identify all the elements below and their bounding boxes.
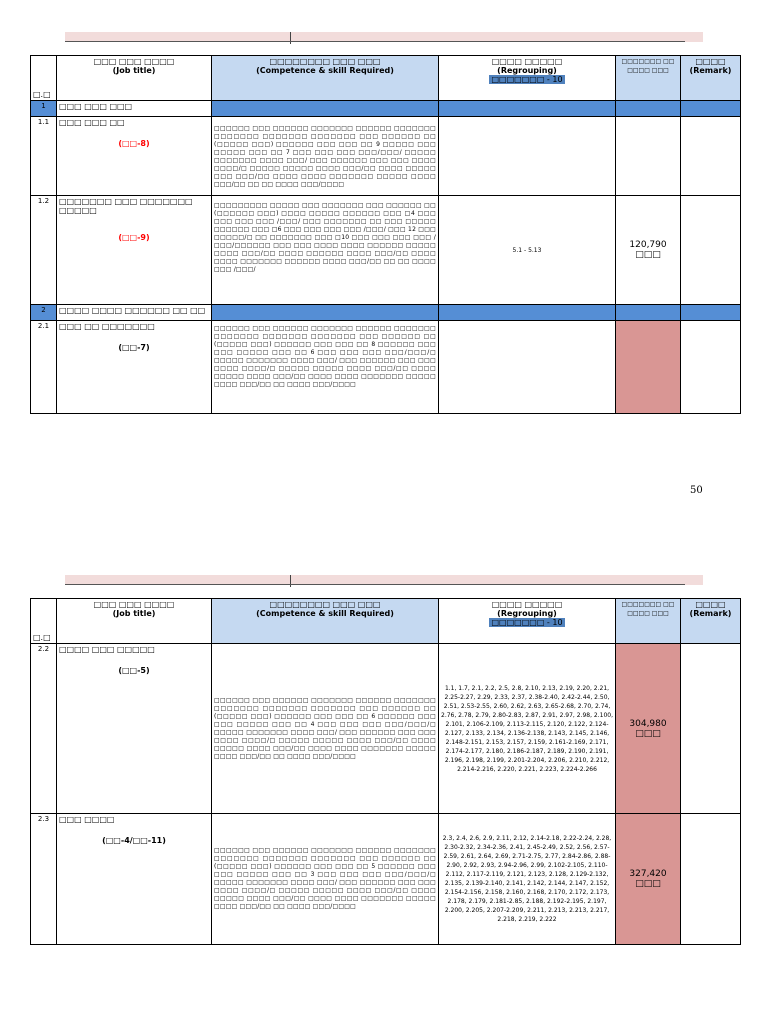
regrouping-cell: 1.1, 1.7, 2.1, 2.2, 2.5, 2.8, 2.10, 2.13, 2.19, 2.20, 2.21, 2.25-2.27, 2.29, 2.33, 2.37, 2.38-2.40, 2.42-2.44, 2.50, 2.51, 2.53-2.55, 2.60, 2.62, 2.63, 2.65-2.68, 2.70, 2.74, 2.76, 2.78, 2.79, 2.80-2.83, 2.87, 2.91, 2.97, 2.98, 2.100, 2.101, 2.106-2.109, 2.113-2.115, 2.120, 2.122, 2.124-2.127, 2.133, 2.134, 2.136-2.138, 2.143, 2.145, 2.146, 2.148-2.151, 2.153, 2.157, 2.159, 2.161-2.169, 2.171, 2.174-2.177, 2.180, 2.186-2.187, 2.189, 2.190, 2.191, 2.196, 2.198, 2.199, 2.201-2.204, 2.206, 2.210, 2.212, 2.214-2.216, 2.220, 2.221, 2.223, 2.224-2.266 bbox=[439, 644, 616, 814]
job-title-header: □□□ □□□ □□□□ (Job title) bbox=[57, 56, 212, 101]
regrouping-badge: □□□□□□□ - 10 bbox=[491, 75, 563, 84]
job-title-header: □□□ □□□ □□□□ (Job title) bbox=[57, 599, 212, 644]
row-number: 1.2 bbox=[31, 196, 57, 305]
regrouping-header: □□□□ □□□□□ (Regrouping) □□□□□□□ - 10 bbox=[439, 599, 616, 644]
section-title: □□□ □□□ □□□ bbox=[57, 101, 212, 117]
competence-table-page-2 bbox=[30, 598, 741, 945]
salary-cell: 120,790 □□□ bbox=[616, 196, 681, 305]
remark-header: □□□□ (Remark) bbox=[681, 56, 741, 101]
remark-header: □□□□ (Remark) bbox=[681, 599, 741, 644]
salary-header: □□□□□□□ □□ □□□□ □□□ bbox=[616, 56, 681, 101]
section-number: 1 bbox=[31, 101, 57, 117]
table-header-row bbox=[31, 56, 741, 101]
salary-header: □□□□□□□ □□ □□□□ □□□ bbox=[616, 599, 681, 644]
section-row bbox=[31, 101, 741, 117]
row-number: 1.1 bbox=[31, 117, 57, 196]
section-row bbox=[31, 305, 741, 321]
competence-cell: □□□□□□ □□□ □□□□□□ □□□□□□□ □□□□□□ □□□□□□□ □□□□□□□ □□□□□□□ □□□□□□□ □□□ □□□□□□ □□ (□□□□□ □□□) □□□□□□ □□□ □□□ □□ 9 □□□□□ □□□ □□□□□ □□□ □□ 7 □□□ □□□ □□□ □□□/□□□/ □□□□□ □□□□□□□ □□□□ □□□/ □□□ □□□□□□ □□□ □□□ □□□□ □□□□/□ □□□□□ □□□□□ □□□□ □□□/□□ □□□□ □□□□□ □□□ □□□/□□ □□□□ □□□□ □□□□□□□ □□□□□ □□□□ □□□/□□ □□ □□ □□□□ □□□/□□□□ bbox=[212, 117, 439, 196]
job-title-cell: □□□ □□ □□□□□□□ (□□-7) bbox=[57, 321, 212, 414]
job-title-cell: □□□□□□□ □□□ □□□□□□□ □□□□□ (□□-9) bbox=[57, 196, 212, 305]
regrouping-cell: 2.3, 2.4, 2.6, 2.9, 2.11, 2.12, 2.14-2.18, 2.22-2.24, 2.28, 2.30-2.32, 2.34-2.36, 2.41, 2.45-2.49, 2.52, 2.56, 2.57-2.59, 2.61, 2.64, 2.69, 2.71-2.75, 2.77, 2.84-2.86, 2.88-2.90, 2.92, 2.93, 2.94-2.96, 2.99, 2.102-2.105, 2.110-2.112, 2.117-2.119, 2.121, 2.123, 2.128, 2.129-2.132, 2.135, 2.139-2.140, 2.141, 2.142, 2.144, 2.147, 2.152, 2.154-2.156, 2.158, 2.160, 2.168, 2.170, 2.172, 2.173, 2.178, 2.179, 2.181-2.85, 2.188, 2.192-2.195, 2.197, 2.200, 2.205, 2.207-2.209, 2.211, 2.213, 2.213, 2.217, 2.218, 2.219, 2.222 bbox=[439, 814, 616, 945]
row-number: 2.1 bbox=[31, 321, 57, 414]
competence-cell: □□□□□□□□□ □□□□□ □□□ □□□□□□□ □□□ □□□□□□ □□ (□□□□□□ □□□) □□□□ □□□□□ □□□□□□ □□□ □4 □□□ □□□ □□□ □□□ /□□□/ □□□ □□□□□□□ □□ □□□ □□□□□ □□□□□□ □□□ □6 □□□ □□□ □□□ □□□ /□□□/ □□□ 12 □□□ □□□□□/□ □□ □□□□□□□ □□□ □10 □□□ □□□ □□□ □□□ /□□□/□□□□□□ □□□ □□□ □□□□ □□□□ □□□□□□ □□□□□ □□□□ □□□/□□ □□□□ □□□□□□ □□□□ □□□/□□ □□□□ □□□□ □□□□□□□ □□□□□□ □□□□ □□□/□□ □□ □□ □□□□ □□□ /□□□/ bbox=[212, 196, 439, 305]
serial-number-header: □.□ bbox=[31, 56, 57, 101]
grade-label: (□□-9) bbox=[118, 233, 150, 242]
row-number: 2.3 bbox=[31, 814, 57, 945]
table-row bbox=[31, 196, 741, 305]
grade-label: (□□-4/□□-11) bbox=[102, 836, 166, 845]
remark-cell bbox=[681, 644, 741, 814]
regrouping-header: □□□□ □□□□□ (Regrouping) □□□□□□□ - 10 bbox=[439, 56, 616, 101]
regrouping-cell bbox=[439, 321, 616, 414]
table-row bbox=[31, 321, 741, 414]
job-title-cell: □□□ □□□ □□ (□□-8) bbox=[57, 117, 212, 196]
grade-label: (□□-8) bbox=[118, 139, 150, 148]
table-row bbox=[31, 117, 741, 196]
competence-cell: □□□□□□ □□□ □□□□□□ □□□□□□□ □□□□□□ □□□□□□□ □□□□□□□ □□□□□□□ □□□□□□□ □□□ □□□□□□ □□ (□□□□□ □□□) □□□□□□ □□□ □□□ □□ 5 □□□□□□ □□□ □□□ □□□□□ □□□ □□ 3 □□□ □□□ □□□ □□□/□□□/□ □□□□□ □□□□□□□ □□□□ □□□/ □□□ □□□□□□ □□□ □□□ □□□□ □□□□/□ □□□□□ □□□□□ □□□□ □□□/□□ □□□□ □□□□□ □□□□ □□□/□□ □□□□ □□□□ □□□□□□□ □□□□□ □□□□ □□□/□□ □□ □□□□ □□□/□□□□ bbox=[212, 814, 439, 945]
remark-cell bbox=[681, 814, 741, 945]
salary-cell bbox=[616, 321, 681, 414]
serial-number-header: □.□ bbox=[31, 599, 57, 644]
page-number: 50 bbox=[690, 485, 703, 496]
page-header-band bbox=[65, 575, 703, 585]
remark-cell bbox=[681, 321, 741, 414]
regrouping-cell bbox=[439, 117, 616, 196]
regrouping-cell: 5.1 - 5.13 bbox=[439, 196, 616, 305]
job-title-cell: □□□□ □□□ □□□□□ (□□-5) bbox=[57, 644, 212, 814]
grade-label: (□□-7) bbox=[118, 343, 150, 352]
regrouping-badge: □□□□□□□ - 10 bbox=[491, 618, 563, 627]
table-row bbox=[31, 644, 741, 814]
competence-header: □□□□□□□□ □□□ □□□ (Competence & skill Required) bbox=[212, 56, 439, 101]
table-row bbox=[31, 814, 741, 945]
competence-cell: □□□□□□ □□□ □□□□□□ □□□□□□□ □□□□□□ □□□□□□□ □□□□□□□ □□□□□□□ □□□□□□□ □□□ □□□□□□ □□ (□□□□□ □□□) □□□□□□ □□□ □□□ □□ 6 □□□□□□ □□□ □□□ □□□□□ □□□ □□ 4 □□□ □□□ □□□ □□□/□□□/□ □□□□□ □□□□□□□ □□□□ □□□/ □□□ □□□□□□ □□□ □□□ □□□□ □□□□/□ □□□□□ □□□□□ □□□□ □□□/□□ □□□□ □□□□□ □□□□ □□□/□□ □□□□ □□□□ □□□□□□□ □□□□□ □□□□ □□□/□□ □□ □□□□ □□□/□□□□ bbox=[212, 644, 439, 814]
section-number: 2 bbox=[31, 305, 57, 321]
salary-cell bbox=[616, 117, 681, 196]
competence-cell: □□□□□□ □□□ □□□□□□ □□□□□□□ □□□□□□ □□□□□□□ □□□□□□□ □□□□□□□ □□□□□□□ □□□ □□□□□□ □□ (□□□□□ □□□) □□□□□□ □□□ □□□ □□ 8 □□□□□□ □□□ □□□ □□□□□ □□□ □□ 6 □□□ □□□ □□□ □□□/□□□/□ □□□□□ □□□□□□□ □□□□ □□□/ □□□ □□□□□□ □□□ □□□ □□□□ □□□□/□ □□□□□ □□□□□ □□□□ □□□/□□ □□□□ □□□□□ □□□□ □□□/□□ □□□□ □□□□ □□□□□□□ □□□□□ □□□□ □□□/□□ □□ □□□□ □□□/□□□□ bbox=[212, 321, 439, 414]
remark-cell bbox=[681, 196, 741, 305]
competence-table-page-1 bbox=[30, 55, 741, 414]
table-header-row bbox=[31, 599, 741, 644]
salary-cell: 327,420 □□□ bbox=[616, 814, 681, 945]
competence-header: □□□□□□□□ □□□ □□□ (Competence & skill Required) bbox=[212, 599, 439, 644]
grade-label: (□□-5) bbox=[118, 666, 150, 675]
remark-cell bbox=[681, 117, 741, 196]
job-title-cell: □□□ □□□□ (□□-4/□□-11) bbox=[57, 814, 212, 945]
row-number: 2.2 bbox=[31, 644, 57, 814]
section-title: □□□□ □□□□ □□□□□□ □□ □□ bbox=[57, 305, 212, 321]
page-header-band bbox=[65, 32, 703, 42]
salary-cell: 304,980 □□□ bbox=[616, 644, 681, 814]
